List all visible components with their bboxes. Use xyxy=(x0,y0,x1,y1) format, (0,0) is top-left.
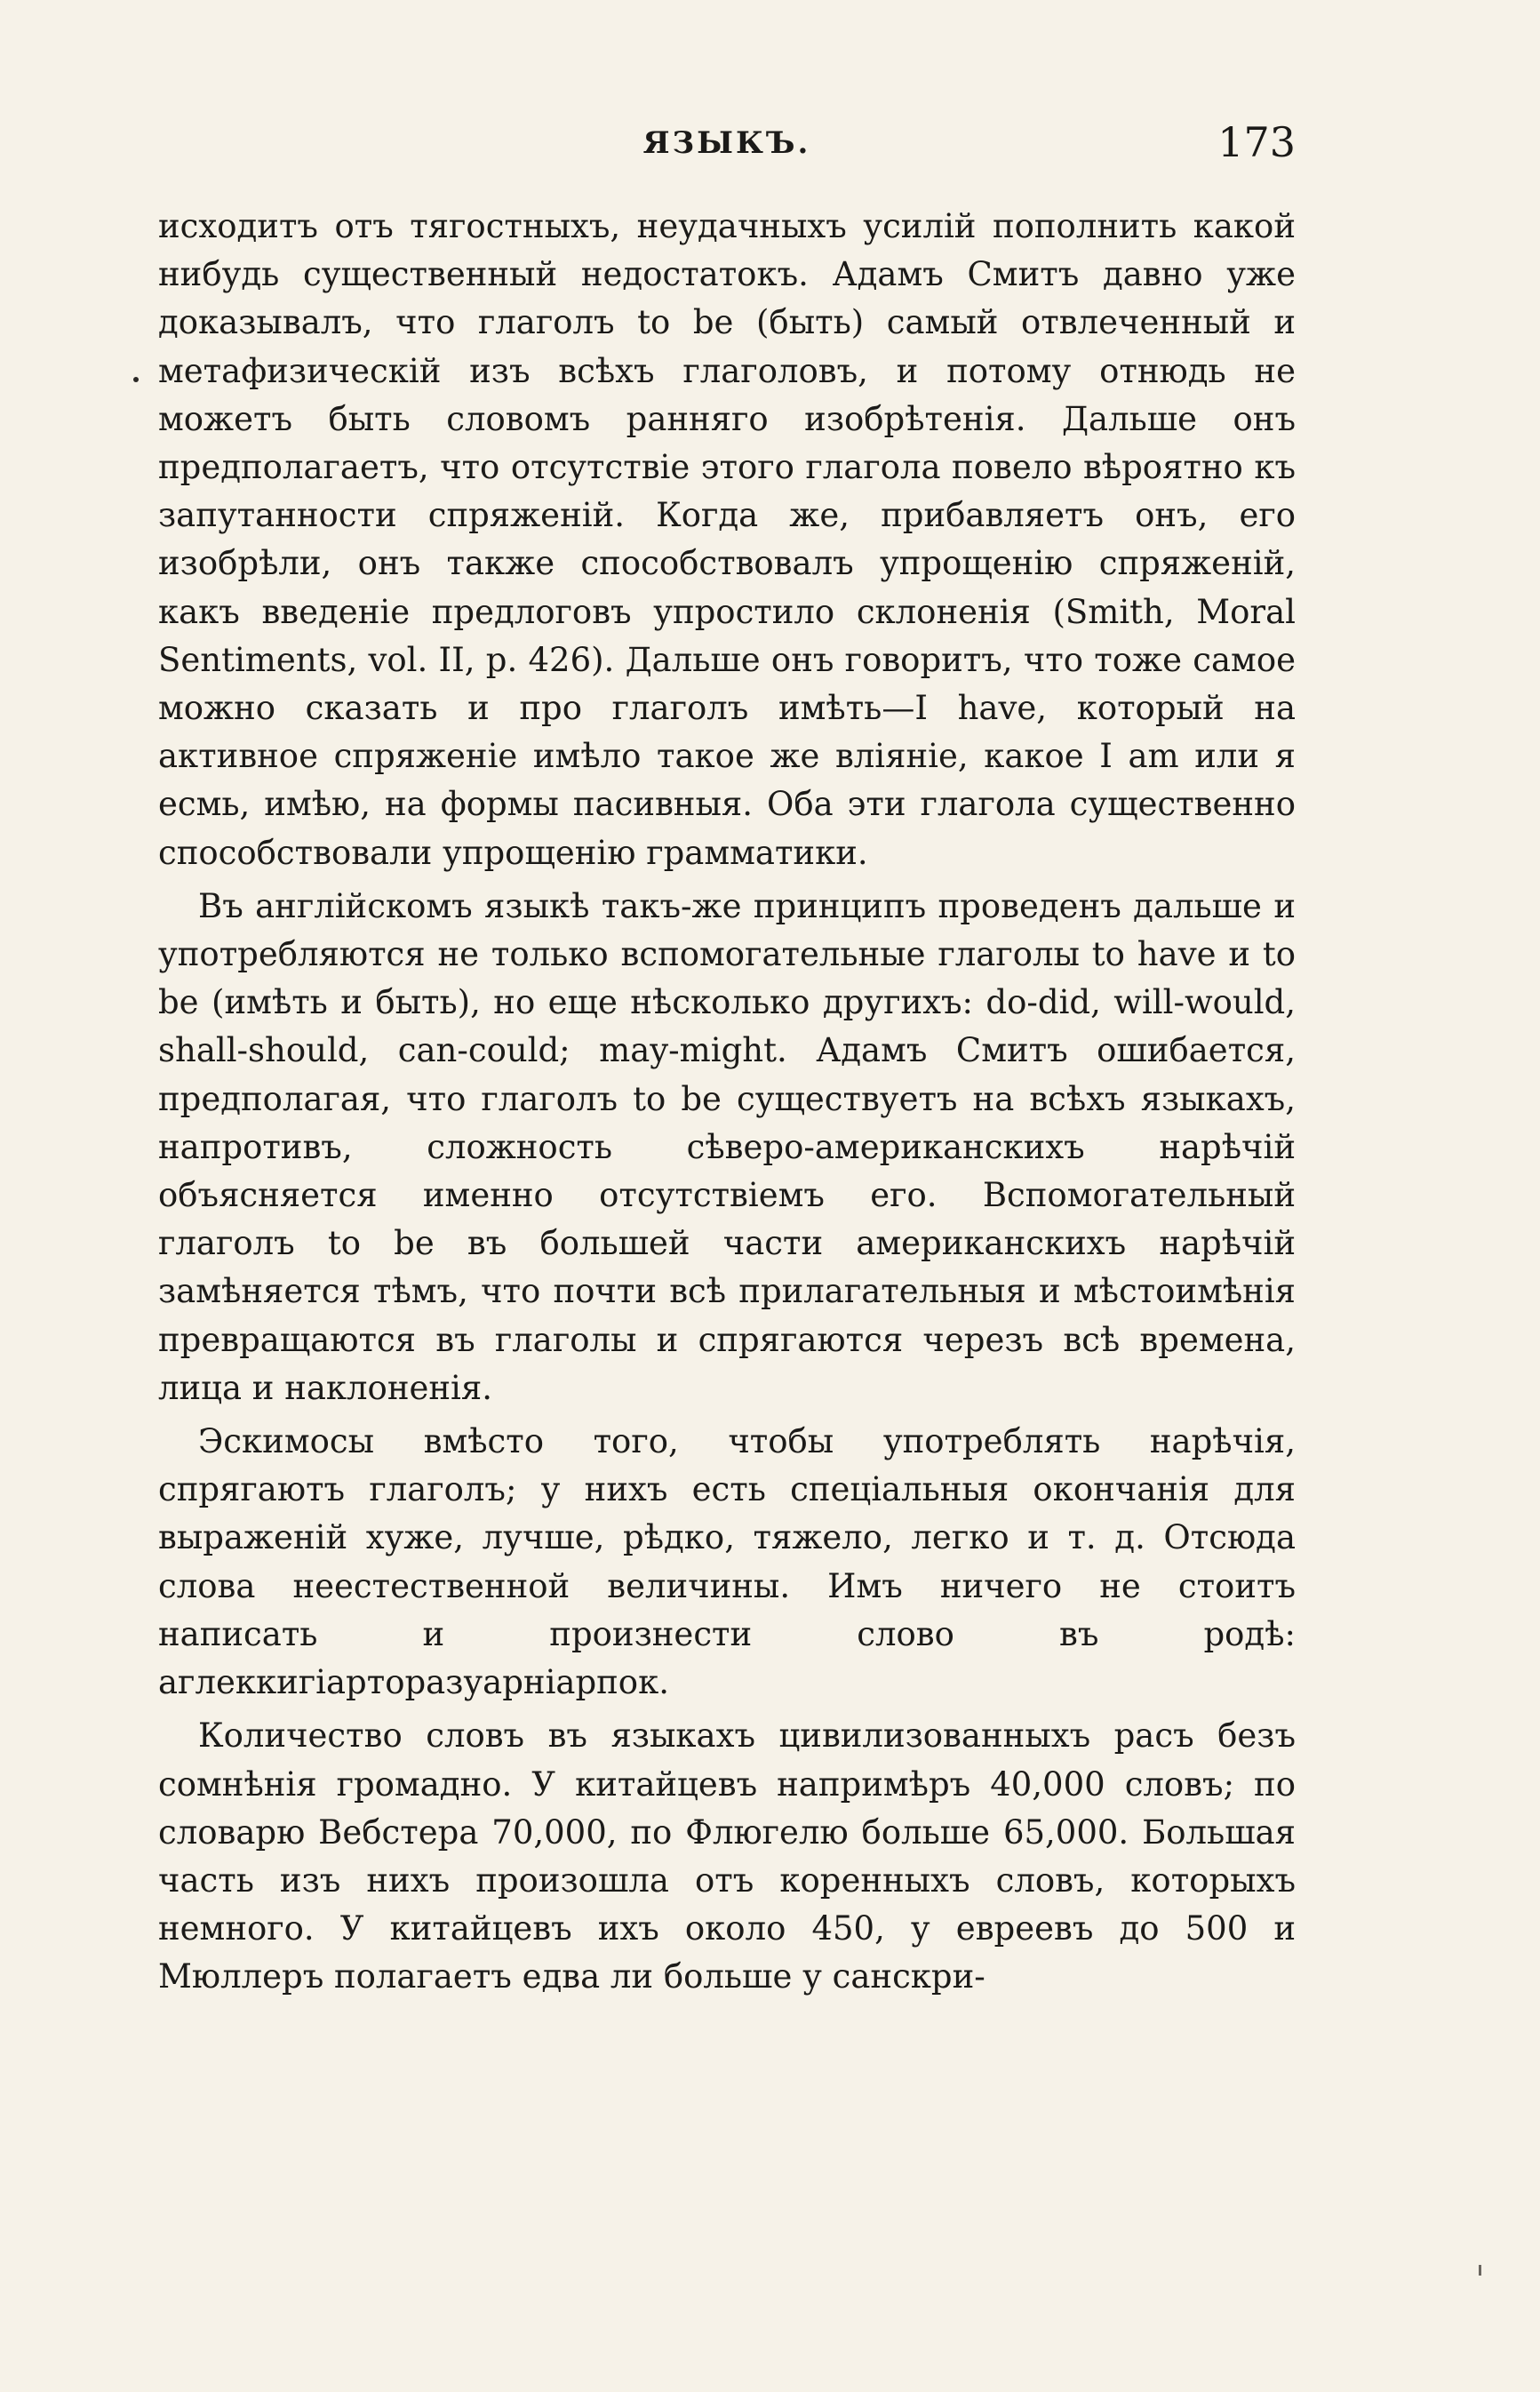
page-number: 173 xyxy=(1217,118,1296,166)
paragraph: исходитъ отъ тягостныхъ, неудачныхъ усилій пополнить какой нибудь существенный недостатокъ. Адамъ Смитъ давно уже доказывалъ, что глаголъ to be (быть) самый отвлеченный и метафизическій изъ всѣхъ глаголовъ, и потому отнюдь не можетъ быть словомъ ранняго изобрѣтенія. Дальше онъ предполагаетъ, что отсутствіе этого глагола повело вѣроятно къ запутанности спряженій. Когда же, прибавляетъ онъ, его изобрѣли, онъ также способствовалъ упрощенію спряженій, какъ введеніе предлоговъ упростило склоненія (Smith, Moral Sentiments, vol. II, p. 426). Дальше онъ говоритъ, что тоже самое можно сказать и про глаголъ имѣть—I have, который на активное спряженіе имѣло такое же вліяніе, какое I am или я есмь, имѣю, на формы пасивныя. Оба эти глагола существенно способствовали упрощенію грамматики. xyxy=(158,207,1296,872)
body-text xyxy=(158,203,1296,2002)
margin-ink-mark xyxy=(1479,2265,1481,2276)
running-title: ЯЗЫКЪ. xyxy=(642,125,811,161)
paragraph: Количество словъ въ языкахъ цивилизованныхъ расъ безъ сомнѣнія громадно. У китайцевъ напримѣръ 40,000 словъ; по словарю Вебстера 70,000, по Флюгелю больше 65,000. Большая часть изъ нихъ произошла отъ коренныхъ словъ, которыхъ немного. У китайцевъ ихъ около 450, у евреевъ до 500 и Мюллеръ полагаетъ едва ли больше у санскри- xyxy=(158,1716,1296,1996)
running-head xyxy=(158,118,1296,172)
margin-ink-dot xyxy=(133,377,139,382)
paragraph: Эскимосы вмѣсто того, чтобы употреблять нарѣчія, спрягаютъ глаголъ; у нихъ есть спеціальныя окончанія для выраженій хуже, лучше, рѣдко, тяжело, легко и т. д. Отсюда слова неестественной величины. Имъ ничего не стоитъ написать и произнести слово въ родѣ: аглеккигіарторазуарніарпок. xyxy=(158,1422,1296,1702)
paragraph: Въ англійскомъ языкѣ такъ-же принципъ проведенъ дальше и употребляются не только вспомогательные глаголы to have и to be (имѣть и быть), но еще нѣсколько другихъ: do-did, will-would, shall-should, can-could; may-might. Адамъ Смитъ ошибается, предполагая, что глаголъ to be существуетъ на всѣхъ языкахъ, напротивъ, сложность сѣверо-американскихъ нарѣчій объясняется именно отсутствіемъ его. Вспомогательный глаголъ to be въ большей части американскихъ нарѣчій замѣняется тѣмъ, что почти всѣ прилагательныя и мѣстоимѣнія превращаются въ глаголы и спрягаются черезъ всѣ времена, лица и наклоненія. xyxy=(158,886,1296,1407)
